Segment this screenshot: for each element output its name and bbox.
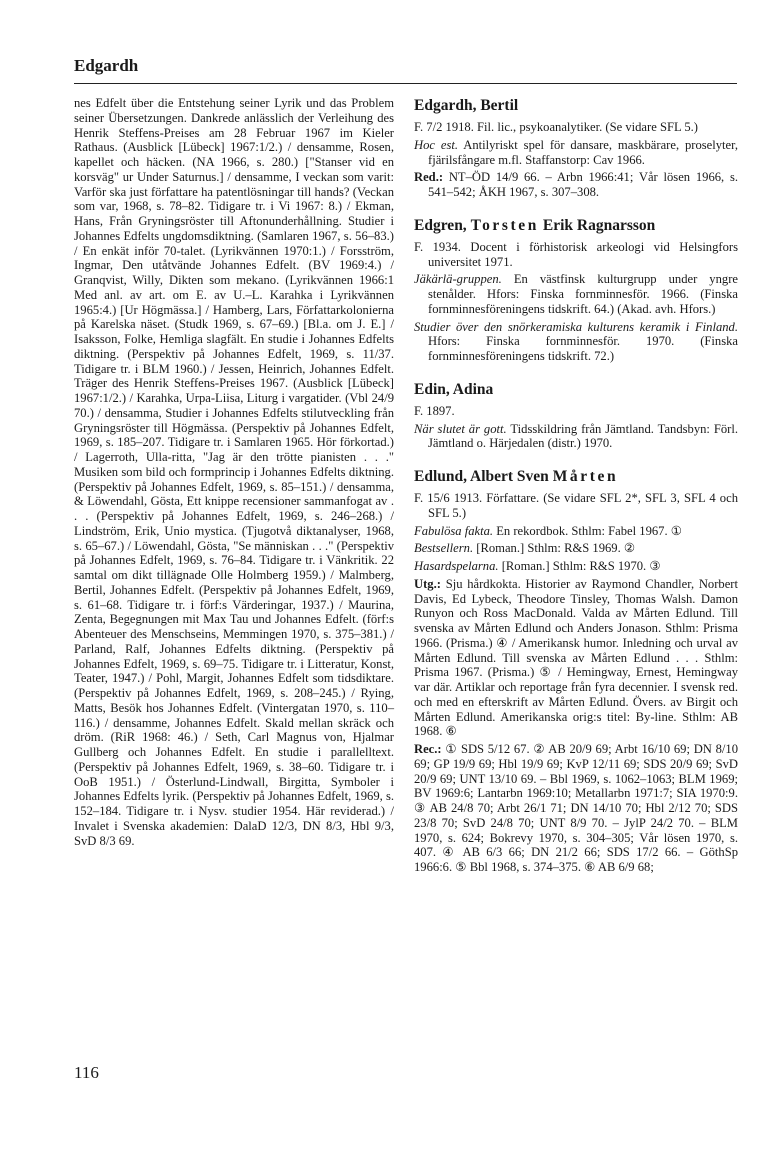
- work-details: Antilyriskt spel för dansare, maskbärare, proselyter, fjärilsfångare m.fl. Staffanstorp: Cav 1966.: [428, 137, 738, 167]
- entry-bio: F. 7/2 1918. Fil. lic., psykoanalytiker. (Se vidare SFL 5.): [414, 120, 698, 134]
- entry-reviews: [414, 742, 738, 875]
- entry-work: [414, 422, 738, 452]
- entry-bio: F. 15/6 1913. Författare. (Se vidare SFL 2*, SFL 3, SFL 4 och SFL 5.): [414, 491, 738, 520]
- work-title: Hasardspelarna.: [414, 559, 499, 573]
- bibliography-continuation: nes Edfelt über die Entstehung seiner Lyrik und das Problem seiner Übersetzungen. Dankrede anlässlich der Verleihung des Henrik Steffens-Preises am 28 Februar 1967 im Kieler Rathaus. (Ausblick [Lübeck] 1967:1/2.) / densamme, Rosen, kapellet och häcken. (NA 1966, s. 280.) ["Stanser vid en korsväg" ur Under Saturnus.] / densamme, I veckan som varit: Varför ska just författare ha patentlösningar till hands? (Veckan som var, 1968, s. 78–82. Tidigare tr. i Vi 1967: 8.) / Ekman, Hans, Från Gryningsröster till Aftonunderhållning. Studier i Johannes Edfelts ungdomsdiktning. (Samlaren 1967, s. 56–83.) / En enkät inför 70-talet. (Lyrikvännen 1970:1.) / Forsström, Ingmar, Den utåtvände Johannes Edfelt. (BV 1969:4.) / Granqvist, Willy, Dikten som mekano. (Lyrikvännen 1966:1 Med anl. av art. om E. av U.–L. Karahka i Lyrikvännen 1965:4.) [Ur Högmässa.] / Hamberg, Lars, Författarkolonierna på Karelska näset. (Studk 1969, s. 67–69.) [Bl.a. om J. E.] / Isaksson, Folke, Hemliga slagfält. En studie i Johannes Edfelts diktning. (Perspektiv på Johannes Edfelt, 1969, s. 11/37. Tidigare tr. i BLM 1960.) / Jessen, Heinrich, Johannes Edfelt. Träger des Henrik Steffens-Preises 1967. (Ausblick [Lübeck] 1967:1/2.) / Karahka, Urpa-Liisa, Liturg i vargatider. (Vbl 24/9 70.) / densamma, Studier i Johannes Edfelts stilutveckling från Gryningsröster till Högmässa. (Perspektiv på Johannes Edfelt, 1969, s. 185–207. Tidigare tr. i Samlaren 1965. Hör förkortad.) / Lagerroth, Ulla-ritta, "Jag är den trötte pianisten . . ." Musiken som bild och formprincip i Johannes Edfelts diktning. (Perspektiv på Johannes Edfelt, 1969, s. 85–151.) / densamma, & Löwendahl, Gösta, Ett knippe recensioner sammanfogat av . . . (Perspektiv på Johannes Edfelt, 1969, s. 246–268.) / Lindström, Erik, Unio mystica. (Tjugotvå diktanalyser, 1968, s. 65–67.) / Löwendahl, Gösta, "Se människan . . ." (Perspektiv på Johannes Edfelt, 1969, s. 76–84. Tidigare tr. i Vänkritik. 22 samtal om dikt tillägnade Olle Holmberg 1959.) / Malmberg, Bertil, Johannes Edfelt. (Perspektiv på Johannes Edfelt, 1969, s. 61–68. Tidigare tr. i förf:s Värderingar, 1937.) / Maurina, Zenta, Begegnungen mit Max Tau und Johannes Edfelt. (förf:s Abenteuer des Menschseins, Memmingen 1970, s. 375–381.) / Parland, Ralf, Johannes Edfelts diktning. (Perspektiv på Johannes Edfelt, 1969, s. 69–75. Tidigare tr. i Litteratur, Konst, Teater, 1947.) / Pohl, Margit, Johannes Edfelt som tidsdiktare. (Perspektiv på Johannes Edfelt, 1969, s. 208–245.) / Rying, Matts, Besök hos Johannes Edfelt. (Vintergatan 1970, s. 110–116.) / densamme, Johannes Edfelt. Skald mellan skräck och dröm. (RiR 1968: 46.) / Seth, Carl Magnus von, Hjalmar Gullberg och Johannes Edfelt. En studie i parallelltext. (Perspektiv på Johannes Edfelt, 1969, s. 38–60. Tidigare tr. i OoB 1951.) / Österlund-Lindwall, Birgitta, Symboler i Johannes Edfelts lyrik. (Perspektiv på Johannes Edfelt, 1969, s. 152–184. Tidigare tr. i Nysv. studier 1954. Här reviderad.) / Invalet i Svenska akademien: DalaD 12/3, DN 8/3, Hbl 9/3, SvD 8/3 69.: [74, 96, 394, 848]
- other-names: Erik Ragnarsson: [542, 216, 656, 234]
- work-details: [Roman.] Sthlm: R&S 1970. ③: [501, 559, 661, 573]
- entry-edlund-marten: [414, 467, 738, 875]
- surname-and-names: Edlund, Albert Sven: [414, 468, 549, 485]
- red-text: NT–ÖD 14/9 66. – Arbn 1966:41; Vår lösen 1966, s. 541–542; ÅKH 1967, s. 307–308.: [428, 170, 739, 199]
- entry-bio: F. 1897.: [414, 403, 455, 418]
- right-column: [414, 96, 738, 891]
- entry-work: [414, 320, 738, 364]
- entry-heading: [414, 216, 738, 236]
- entry-work: [414, 559, 738, 574]
- given-name-spaced: Torsten: [470, 216, 540, 234]
- entry-edgardh-bertil: [414, 96, 738, 200]
- left-column: [74, 96, 394, 851]
- work-title: Bestsellern.: [414, 541, 474, 556]
- work-title: Studier över den snörkeramiska kulturens keramik i Finland.: [414, 319, 738, 334]
- surname: Edgren,: [414, 216, 467, 234]
- entry-editions: [414, 577, 738, 739]
- work-details: Hfors: Finska fornminnesför. 1970. (Finska fornminnesföreningens tidskrift. 72.): [428, 334, 738, 363]
- entry-bio: F. 1934. Docent i förhistorisk arkeologi vid Helsingfors universitet 1971.: [414, 239, 738, 269]
- work-details: [Roman.] Sthlm: R&S 1969. ②: [476, 541, 636, 556]
- work-title: När slutet är gott.: [414, 421, 507, 436]
- rec-label: Rec.:: [414, 742, 442, 756]
- work-details: En västfinsk kulturgrupp under yngre stenålder. Hfors: Finska fornminnesför. 1966. (Finska fornminnesföreningens tidskrift. 64.) (Akad. avh. Hfors.): [428, 272, 738, 316]
- work-title: Fabulösa fakta.: [414, 523, 494, 538]
- given-name-spaced: Mårten: [552, 468, 619, 485]
- entry-edgren-torsten: [414, 216, 738, 364]
- header-rule: [74, 83, 737, 84]
- entry-heading: [414, 467, 738, 487]
- rec-text: ① SDS 5/12 67. ② AB 20/9 69; Arbt 16/10 69; DN 8/10 69; GP 19/9 69; Hbl 19/9 69; KvP 12/11 69; SDS 20/9 69; SvD 20/9 69; UNT 13/10 69. – Bbl 1969, s. 1062–1063; BLM 1969; BV 1969:6; Lantarbn 1969:10; Metallarbn 1971:7; SIA 1970:9. ③ AB 24/8 70; Arbt 26/1 71; DN 14/10 70; Hbl 2/12 70; SDS 23/8 70; SvD 24/8 70; UNT 8/9 70. – JylP 24/2 70. – BLM 1970, s. 624; Bokrevy 1970, s. 304–305; Vår lösen 1970, s. 407. ④ AB 6/3 66; DN 21/2 66; SDS 17/2 66. – GöthSp 1966:6. ⑤ Bbl 1968, s. 374–375. ⑥ AB 6/9 68;: [414, 742, 738, 874]
- entry-heading: Edgardh, Bertil: [414, 97, 519, 114]
- running-head: Edgardh: [74, 56, 139, 75]
- work-title: Hoc est.: [414, 137, 459, 152]
- work-details: Tidsskildring från Jämtland. Tandsbyn: Förl. Jämtland o. Härjedalen (distr.) 1970.: [428, 421, 739, 451]
- work-details: En rekordbok. Sthlm: Fabel 1967. ①: [496, 523, 683, 538]
- page-number: 116: [74, 1063, 99, 1082]
- red-label: Red.:: [414, 170, 444, 185]
- entry-edin-adina: [414, 380, 738, 451]
- utg-label: Utg.:: [414, 576, 441, 591]
- entry-work: [414, 138, 738, 168]
- entry-work: [414, 272, 738, 316]
- utg-text: Sju hårdkokta. Historier av Raymond Chandler, Norbert Davis, Ed Lybeck, Theodore Tinsley, Thomas Walsh. Damon Runyon och Ross MacDonald. Valda av Mårten Edlund. Till svenska av Mårten Edlund och Anders Jonason. Sthlm: Prisma 1966. (Prisma.) ④ / Amerikansk humor. Inledning och urval av Mårten Edlund. Till svenska av Mårten Edlund . . . Sthlm: Prisma 1967. (Prisma.) ⑤ / Hemingway, Ernest, Hemingway var där. Artiklar och reportage från fyra decennier. I svensk red. och med en efterskrift av Mårten Edlund. Övers. av Birgit och Mårten Edlund. Amerikanska orig:s titel: By-line. Sthlm: AB 1968. ⑥: [414, 576, 739, 739]
- entry-reviews: [414, 170, 738, 200]
- entry-work: [414, 541, 738, 556]
- work-title: Jäkärlä-gruppen.: [414, 272, 502, 287]
- entry-heading: Edin, Adina: [414, 380, 494, 398]
- entry-work: [414, 524, 738, 539]
